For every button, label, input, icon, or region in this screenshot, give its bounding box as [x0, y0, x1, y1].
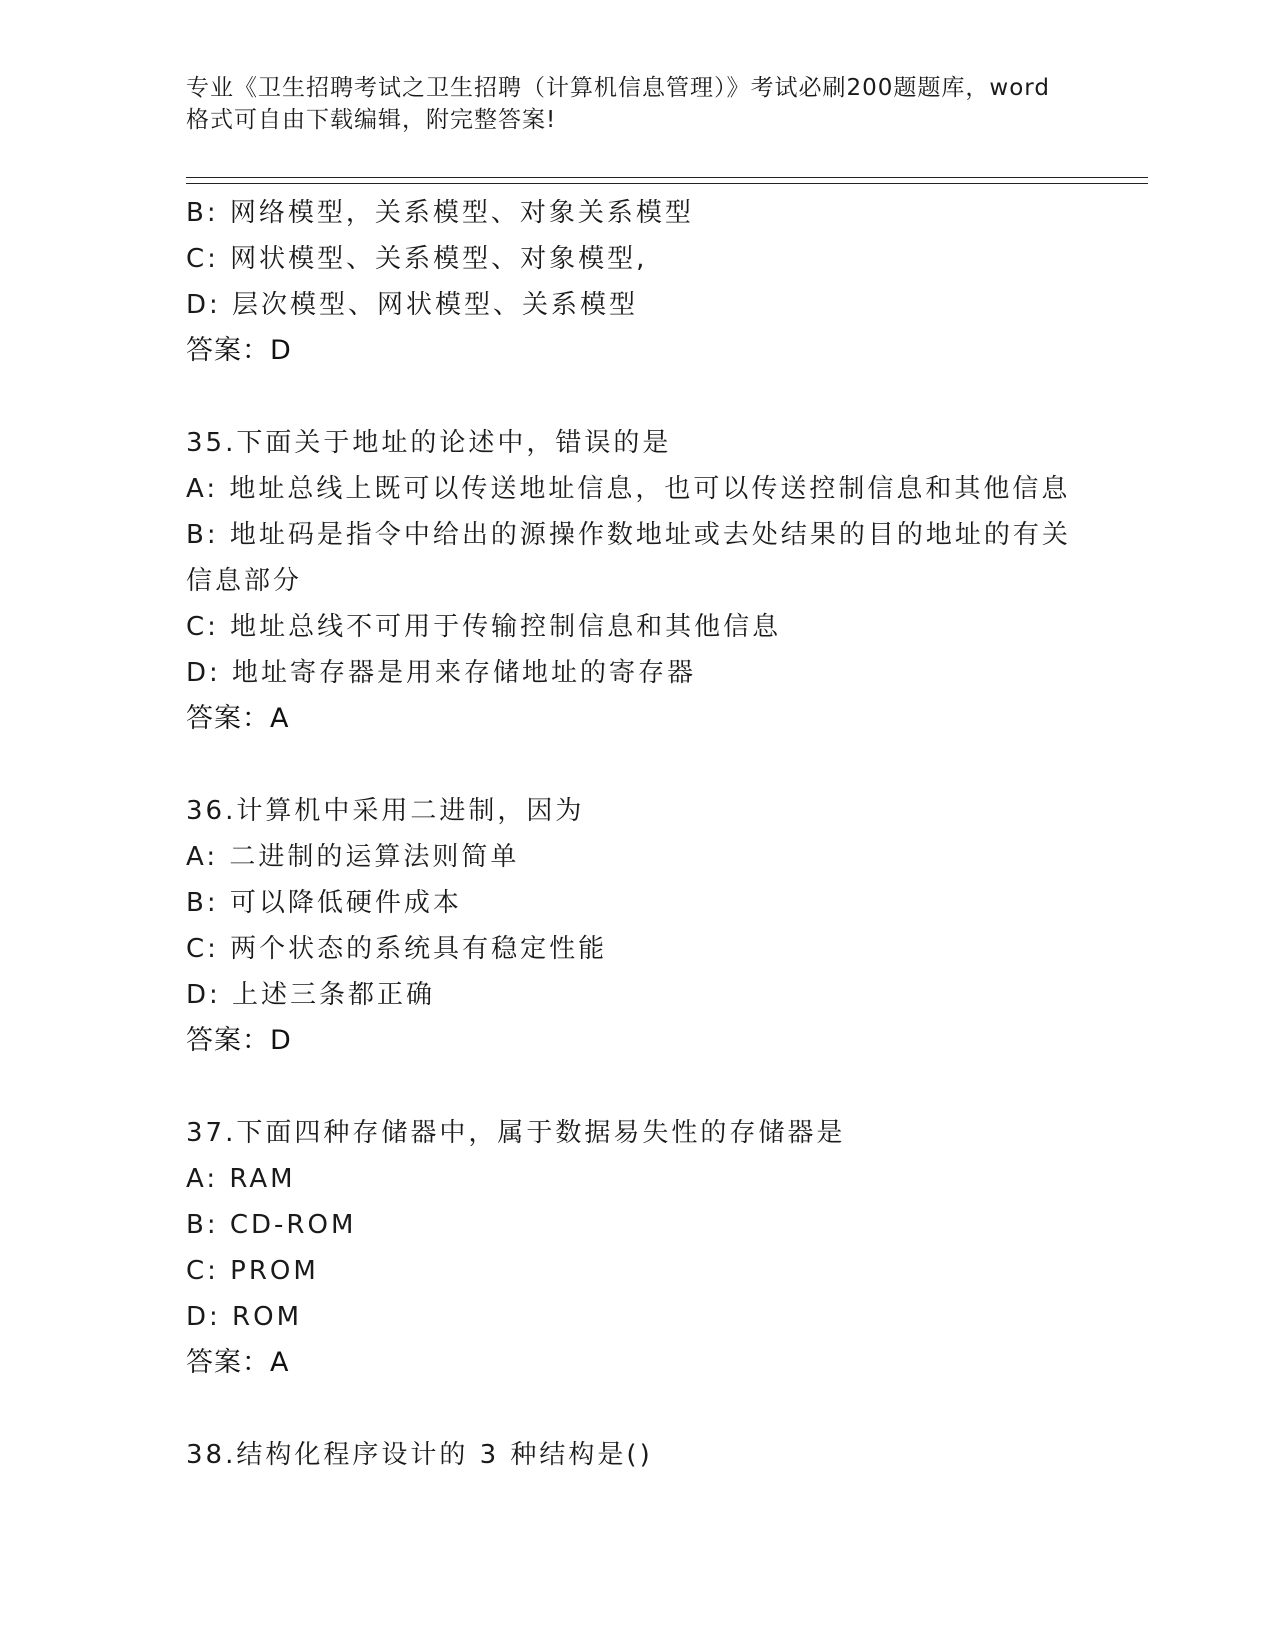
option-a: A: 地址总线上既可以传送地址信息，也可以传送控制信息和其他信息 — [186, 474, 1071, 504]
option-c: C: 地址总线不可用于传输控制信息和其他信息 — [186, 612, 782, 642]
option-b: B: 可以降低硬件成本 — [186, 888, 462, 918]
spacer — [186, 1064, 1086, 1110]
answer-line: 答案：D — [186, 335, 292, 366]
option-d: D: 地址寄存器是用来存储地址的寄存器 — [186, 658, 697, 688]
option-b: B: 地址码是指令中给出的源操作数地址或去处结果的目的地址的有关 — [186, 520, 1071, 550]
question-36 — [186, 788, 1086, 1064]
answer-line: 答案：A — [186, 703, 290, 734]
header-divider-bottom — [186, 183, 1148, 184]
option-d: D: ROM — [186, 1302, 303, 1332]
option-b-continued: 信息部分 — [186, 566, 303, 596]
spacer — [186, 742, 1086, 788]
question-title: 37.下面四种存储器中，属于数据易失性的存储器是 — [186, 1118, 846, 1148]
question-38 — [186, 1432, 1086, 1478]
header-line-1: 专业《卫生招聘考试之卫生招聘（计算机信息管理）》考试必刷200题题库，word — [186, 75, 1050, 101]
question-title: 35.下面关于地址的论述中，错误的是 — [186, 428, 672, 458]
question-title: 38.结构化程序设计的 3 种结构是() — [186, 1440, 653, 1470]
option-a: A: RAM — [186, 1164, 296, 1194]
spacer — [186, 1386, 1086, 1432]
header-divider-top — [186, 177, 1148, 178]
answer-line: 答案：A — [186, 1347, 290, 1378]
option-c: C: PROM — [186, 1256, 319, 1286]
header-line-2: 格式可自由下载编辑，附完整答案! — [186, 107, 557, 133]
option-b: B: CD-ROM — [186, 1210, 357, 1240]
question-list — [186, 190, 1086, 1478]
spacer — [186, 374, 1086, 420]
question-title: 36.计算机中采用二进制，因为 — [186, 796, 585, 826]
document-header — [186, 72, 1106, 136]
option-d: D: 层次模型、网状模型、关系模型 — [186, 290, 639, 320]
option-c: C: 两个状态的系统具有稳定性能 — [186, 934, 608, 964]
question-34-continuation — [186, 190, 1086, 374]
option-a: A: 二进制的运算法则简单 — [186, 842, 520, 872]
question-37 — [186, 1110, 1086, 1386]
option-d: D: 上述三条都正确 — [186, 980, 436, 1010]
question-35 — [186, 420, 1086, 742]
answer-line: 答案：D — [186, 1025, 292, 1056]
option-b: B: 网络模型，关系模型、对象关系模型 — [186, 198, 694, 228]
option-c: C: 网状模型、关系模型、对象模型, — [186, 244, 648, 274]
